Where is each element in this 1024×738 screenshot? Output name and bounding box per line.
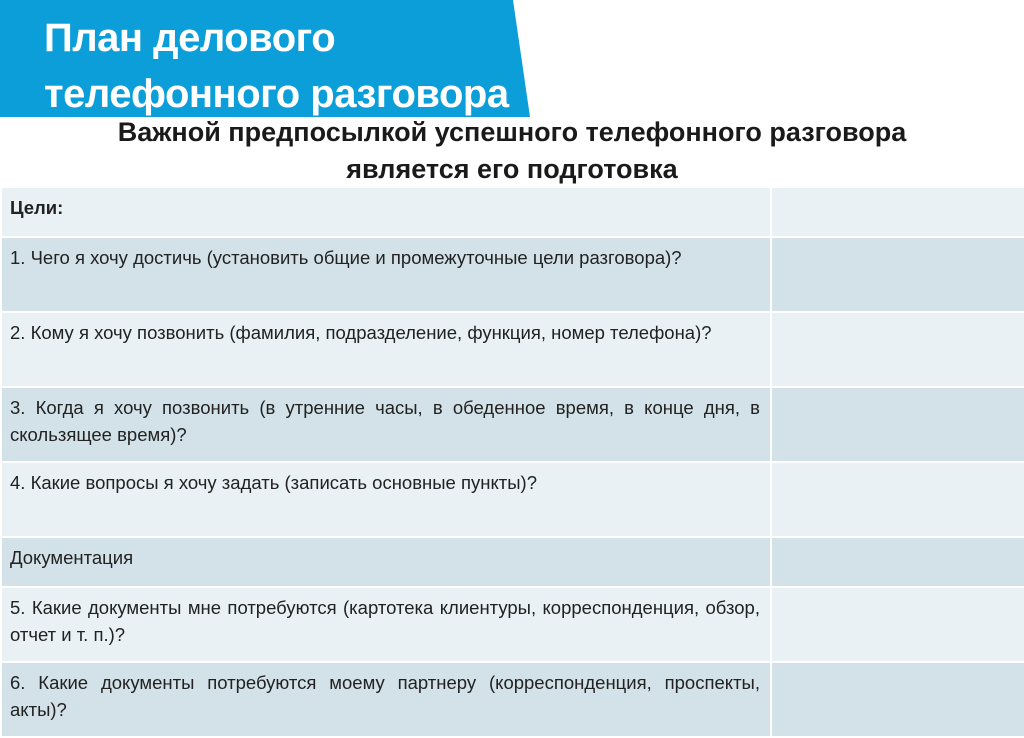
table-cell-text: 1. Чего я хочу достичь (установить общие и промежуточные цели разговора)? (1, 237, 771, 312)
table-cell-notes (771, 662, 1024, 737)
table-row (1, 662, 1024, 737)
table-cell-text: 6. Какие документы потребуются моему партнеру (корреспонденция, проспекты, акты)? (1, 662, 771, 737)
table-row (1, 237, 1024, 312)
table-cell-notes (771, 462, 1024, 537)
table-cell-notes (771, 237, 1024, 312)
table-row (1, 587, 1024, 662)
table-cell-text: Цели: (1, 187, 771, 237)
table-cell-text: 2. Кому я хочу позвонить (фамилия, подразделение, функция, номер телефона)? (1, 312, 771, 387)
table-cell-text: 4. Какие вопросы я хочу задать (записать основные пункты)? (1, 462, 771, 537)
table-row (1, 312, 1024, 387)
slide-subtitle (0, 114, 1024, 188)
table-cell-notes (771, 537, 1024, 587)
slide-title-line-1: План делового (44, 16, 336, 60)
table-row-documentation-header (1, 537, 1024, 587)
slide-title-line-2: телефонного разговора (44, 72, 509, 116)
subtitle-line-1: Важной предпосылкой успешного телефонного разговора (117, 117, 907, 147)
table-row-goals-header (1, 187, 1024, 237)
table-cell-text: 3. Когда я хочу позвонить (в утренние часы, в обеденное время, в конце дня, в скользящее время)? (1, 387, 771, 462)
table-cell-notes (771, 312, 1024, 387)
table-cell-notes (771, 387, 1024, 462)
plan-table (0, 186, 1024, 738)
subtitle-line-2: является его подготовка (346, 154, 678, 184)
table-cell-text: Документация (1, 537, 771, 587)
table-row (1, 387, 1024, 462)
table-cell-notes (771, 187, 1024, 237)
table-cell-text: 5. Какие документы мне потребуются (картотека клиентуры, корреспонденция, обзор, отчет и т. п.)? (1, 587, 771, 662)
slide-title (44, 10, 509, 122)
table-row (1, 462, 1024, 537)
table-cell-notes (771, 587, 1024, 662)
